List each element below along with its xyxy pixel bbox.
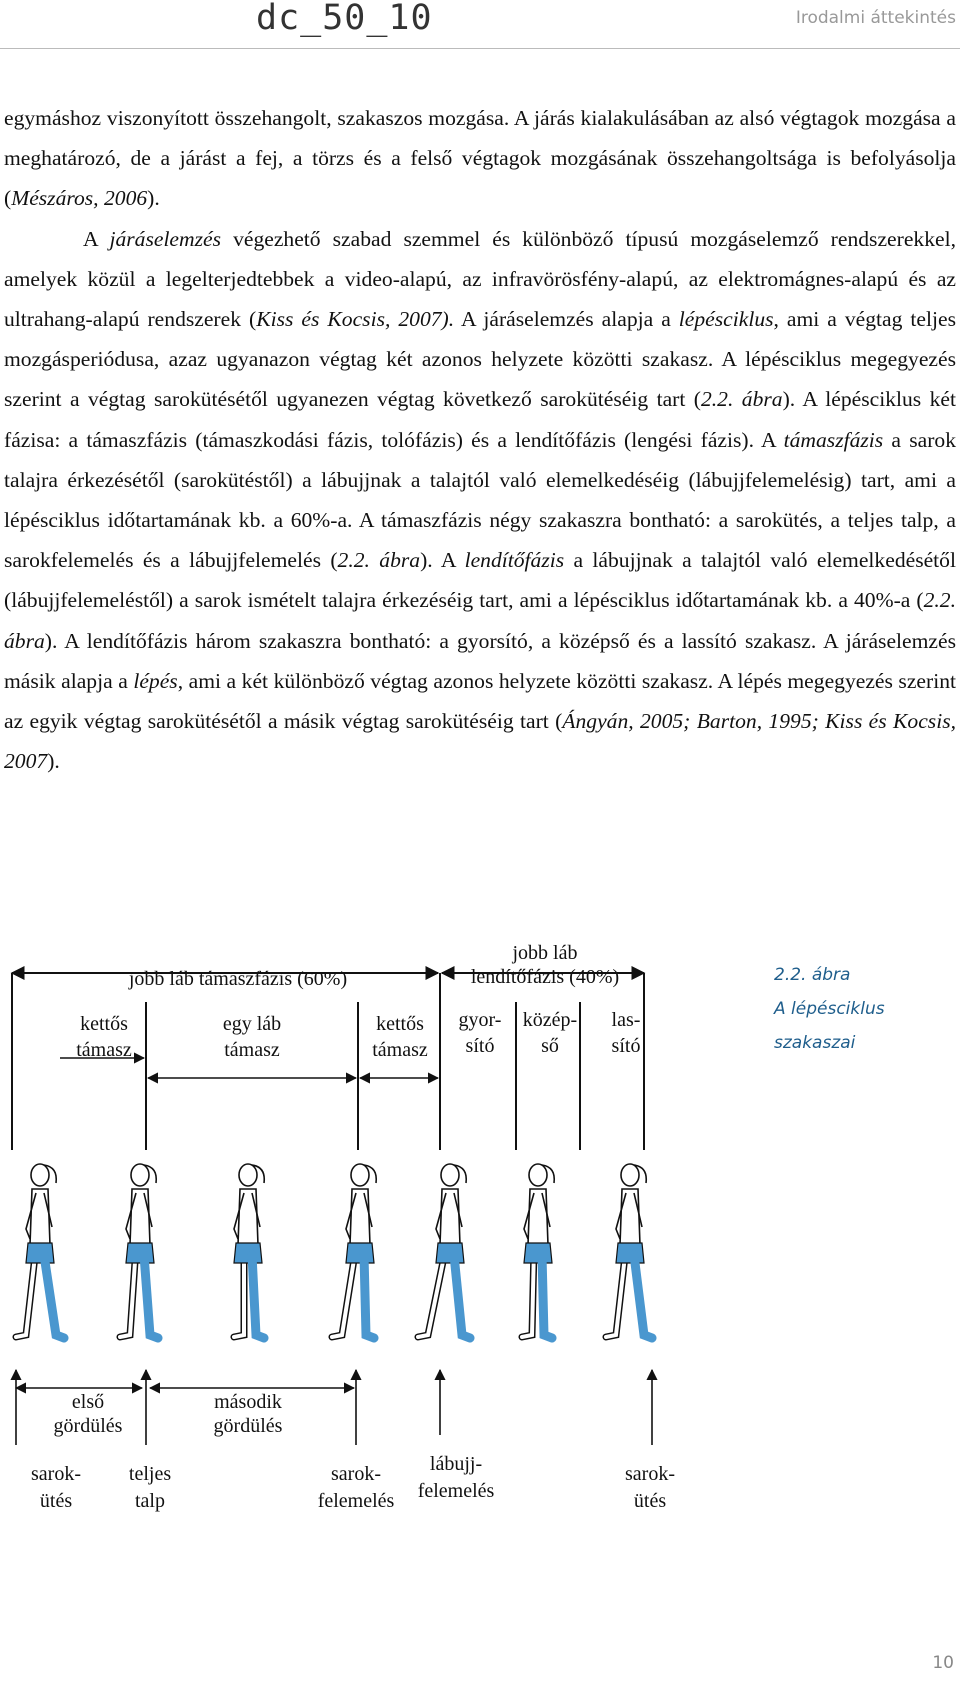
figure-head [441,1164,459,1186]
double-support-2-label: kettős [376,1013,424,1035]
second-roll-label: második [214,1391,282,1413]
figure-right-leg [44,1255,64,1338]
italic-run: 2.2. ábra [700,387,783,412]
text-run: egymáshoz viszonyított összehangolt, szakaszos mozgása. A járás kialakulásában az alsó végtagok mozgása a meghatározó, de a járást a fej, a törzs és a felső végtagok mozgásának összehangoltsága is befolyásolja ( [4,106,956,211]
figure-torso [30,1189,50,1245]
italic-run: járáselemzés [109,226,222,251]
figure-torso [620,1189,640,1245]
walking-figure [120,1164,158,1338]
double-support-1-label-b: támasz [76,1039,132,1061]
single-support-label-b: támasz [224,1039,280,1061]
italic-run: 2.2. ábra [337,548,421,573]
walking-figure [16,1164,64,1338]
figure-right-leg [542,1255,552,1338]
midswing-label: közép- [522,1009,578,1031]
heel-strike-2-label-b: ütés [633,1490,667,1512]
walking-figure [234,1164,264,1338]
figure-head [529,1164,547,1186]
foot-flat-label: teljes [128,1463,172,1485]
text-run: ). A [420,548,465,573]
text-run: ). [147,186,160,211]
section-title: Irodalmi áttekintés [795,8,956,28]
figure-right-leg [144,1255,158,1338]
heel-off-label: sarok- [331,1463,381,1485]
text-run: A járáselemzés alapja a [454,307,679,332]
page-number: 10 [932,1653,954,1673]
header-rule [0,48,960,49]
italic-run: Ángyán, 2005; Barton, 1995; Kiss és Kocsis, 2007 [4,709,956,774]
text-run: ). A lépésciklus két fázisa: a támaszfázis (támaszkodási fázis, tolófázis) és a lendítőfázis (lengési fázis). A [4,387,956,452]
toe-off-label-b: felemelés [417,1480,495,1502]
swing-phase-label-1: jobb láb [512,942,578,964]
stance-phase-label: jobb láb támaszfázis (60%) [128,968,348,990]
figure-right-leg [634,1255,652,1338]
figure-torso [528,1189,548,1245]
italic-run: Mészáros, 2006 [11,186,148,211]
toe-off-label: lábujj- [429,1453,483,1475]
double-support-2-label-b: támasz [372,1039,428,1061]
body-text [4,98,956,781]
figure-caption [774,958,954,1060]
text-run: a lábujjnak a talajtól való elemelkedésétől (lábujjfelemeléstől) a sarok ismételt talajra érkezéséig tart, ami a lépésciklus időtartamának kb. a 40%-a ( [4,548,956,613]
second-roll-label-b: gördülés [213,1415,283,1437]
deceleration-label-b: sító [611,1035,641,1057]
figure-torso [350,1189,370,1245]
figure-torso [130,1189,150,1245]
text-run: ). [47,749,60,774]
italic-run: lendítőfázis [464,548,565,573]
swing-phase-label-2: lendítőfázis (40%) [470,966,620,988]
text-run: végezhető szabad szemmel és különböző típusú mozgáselemző rendszerekkel, amelyek közül a legelterjedtebbek a video-alapú, az infravörösfény-alapú, az elektromágnes-alapú és az ultrahang-alapú rendszerek ( [4,226,956,332]
figure-head [621,1164,639,1186]
single-support-label: egy láb [222,1013,282,1035]
figure-right-leg [252,1255,264,1338]
figure-torso [238,1189,258,1245]
figure-head [31,1164,49,1186]
first-roll-label: első [71,1391,105,1413]
figure-head [239,1164,257,1186]
text-run: , ami a végtag teljes mozgásperiódusa, azaz ugyanazon végtag két azonos helyzete közötti szakasz. A lépésciklus megegyezés szerint a végtag sarokütésétől ugyanezen végtag következő sarokütéséig tart ( [4,307,957,412]
figure-torso [440,1189,460,1245]
figure-number: 2.2. ábra [774,965,851,985]
text-run: , ami a két különböző végtag azonos helyzete közötti szakasz. A lépés megegyezés szerint az egyik végtag sarokütésétől a másik végtag sarokütéséig tart ( [4,668,956,734]
figure-head [351,1164,369,1186]
italic-run: 2.2. ábra [4,588,956,653]
first-roll-label-b: gördülés [53,1415,123,1437]
heel-strike-label: sarok- [31,1463,81,1485]
document-code: dc_50_10 [256,0,433,38]
paragraph-2 [4,219,956,782]
heel-strike-label-b: ütés [39,1490,73,1512]
heel-strike-2-label: sarok- [625,1463,675,1485]
paragraph-1 [4,98,956,219]
walking-figure [606,1164,652,1338]
italic-run: lépésciklus [678,307,774,332]
walking-figure [522,1164,554,1338]
italic-run: Kiss és Kocsis, 2007). [256,307,455,332]
deceleration-label: las- [611,1009,641,1031]
midswing-label-b: ső [541,1035,559,1057]
figure-head [131,1164,149,1186]
italic-run: támaszfázis [783,427,884,452]
figure-right-leg [454,1255,470,1338]
acceleration-label-b: sító [465,1035,495,1057]
walking-figure [332,1164,376,1338]
text-run: A [83,226,110,251]
heel-off-label-b: felemelés [317,1490,395,1512]
italic-run: lépés [133,668,178,693]
double-support-1-label: kettős [80,1013,128,1035]
text-run: ). A lendítőfázis három szakaszra bontható: a gyorsító, a középső és a lassító szakasz. A járáselemzés másik alapja a [4,628,956,693]
figure-right-leg [364,1255,374,1338]
walking-figures [16,1164,652,1338]
acceleration-label: gyor- [458,1009,502,1031]
foot-flat-label-b: talp [135,1490,165,1512]
figure-title: A lépésciklus szakaszai [774,999,885,1053]
text-run: a sarok talajra érkezésétől (sarokütéstől) a lábujjnak a talajtól való elemelkedéséig (lábujjfelemelésig) tart, ami a lépésciklus időtartamának kb. a 60%-a. A támaszfázis négy szakaszra bontható: a sarokütés, a teljes talp, a sarokfelemelés és a lábujjfelemelés ( [4,427,956,573]
walking-figure [418,1164,470,1338]
